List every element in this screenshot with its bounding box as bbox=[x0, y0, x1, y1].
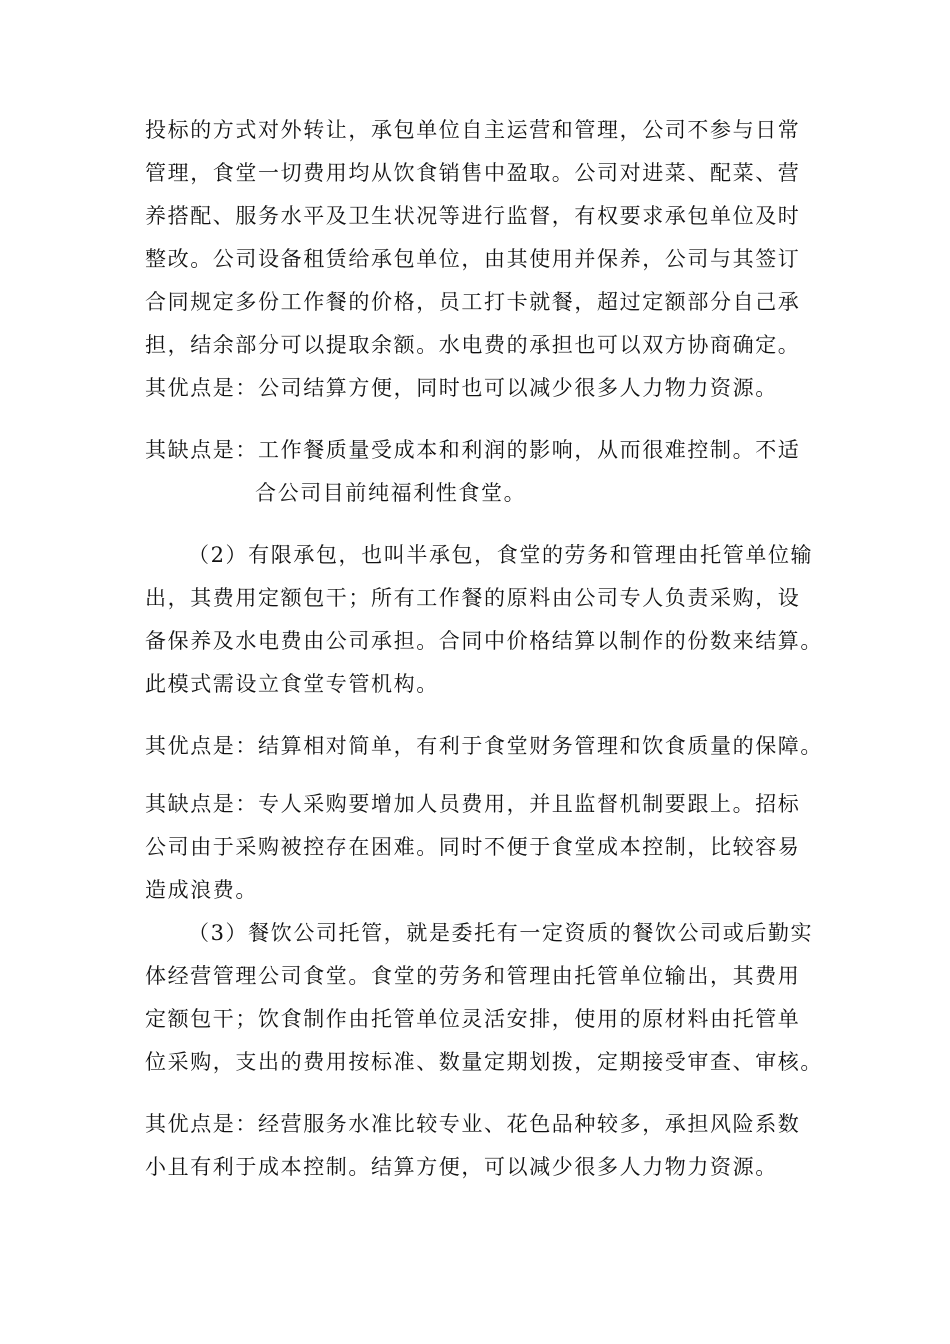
advantages-line: 其优点是：公司结算方便，同时也可以减少很多人力物力资源。 bbox=[145, 376, 778, 400]
text-line: 此模式需设立食堂专管机构。 bbox=[145, 672, 439, 696]
text-line: 担，结余部分可以提取余额。水电费的承担也可以双方协商确定。 bbox=[145, 333, 801, 357]
text-line: 造成浪费。 bbox=[145, 878, 258, 902]
text-line: 养搭配、服务水平及卫生状况等进行监督，有权要求承包单位及时 bbox=[145, 204, 801, 228]
text-line: 整改。公司设备租赁给承包单位，由其使用并保养，公司与其签订 bbox=[145, 247, 801, 271]
advantages-line: 其优点是：结算相对简单，有利于食堂财务管理和饮食质量的保障。 bbox=[145, 734, 823, 758]
text-line: 合公司目前纯福利性食堂。 bbox=[255, 481, 527, 505]
text-line: 定额包干；饮食制作由托管单位灵活安排，使用的原材料由托管单 bbox=[145, 1007, 801, 1031]
text-line: 投标的方式对外转让，承包单位自主运营和管理，公司不参与日常 bbox=[145, 118, 801, 142]
advantages-line: 其优点是：经营服务水准比较专业、花色品种较多，承担风险系数 bbox=[145, 1112, 801, 1136]
text-line: 体经营管理公司食堂。食堂的劳务和管理由托管单位输出，其费用 bbox=[145, 964, 801, 988]
section-3-start: （3）餐饮公司托管，就是委托有一定资质的餐饮公司或后勤实 bbox=[188, 921, 814, 945]
text-line: 公司由于采购被控存在困难。同时不便于食堂成本控制，比较容易 bbox=[145, 835, 801, 859]
text-line: 合同规定多份工作餐的价格，员工打卡就餐，超过定额部分自己承 bbox=[145, 290, 801, 314]
text-line: 管理，食堂一切费用均从饮食销售中盈取。公司对进菜、配菜、营 bbox=[145, 161, 801, 185]
text-line: 小且有利于成本控制。结算方便，可以减少很多人力物力资源。 bbox=[145, 1155, 778, 1179]
text-line: 位采购，支出的费用按标准、数量定期划拨，定期接受审查、审核。 bbox=[145, 1050, 823, 1074]
text-line: 备保养及水电费由公司承担。合同中价格结算以制作的份数来结算。 bbox=[145, 629, 823, 653]
section-2-start: （2）有限承包，也叫半承包，食堂的劳务和管理由托管单位输 bbox=[188, 543, 814, 567]
text-line: 出，其费用定额包干；所有工作餐的原料由公司专人负责采购，设 bbox=[145, 586, 801, 610]
disadvantages-line: 其缺点是：工作餐质量受成本和利润的影响，从而很难控制。不适 bbox=[145, 438, 801, 462]
disadvantages-line: 其缺点是：专人采购要增加人员费用，并且监督机制要跟上。招标 bbox=[145, 792, 801, 816]
